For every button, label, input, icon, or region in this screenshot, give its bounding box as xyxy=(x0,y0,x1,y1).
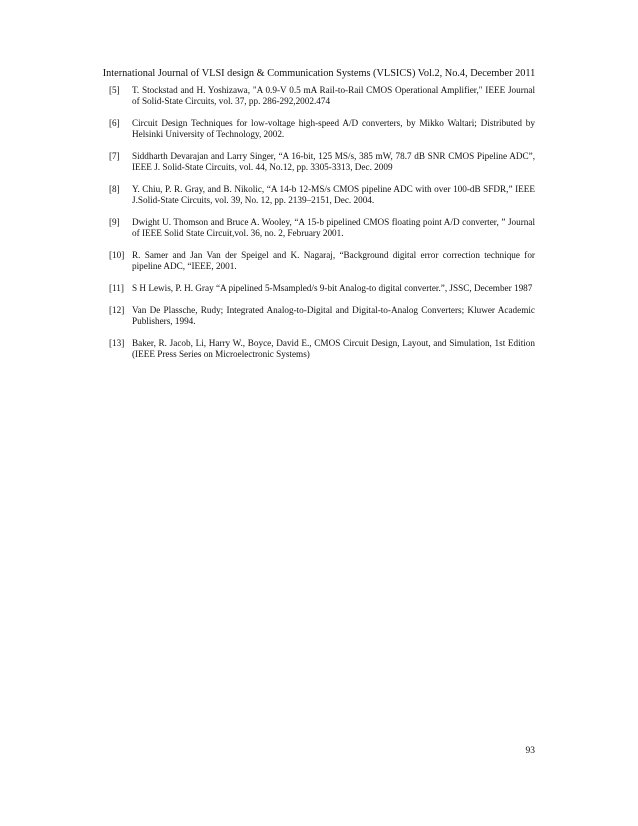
page-number: 93 xyxy=(525,746,535,756)
reference-number: [11] xyxy=(109,283,124,293)
reference-item-13 xyxy=(109,338,535,360)
reference-item-12 xyxy=(109,305,535,327)
reference-item-8 xyxy=(109,184,535,206)
reference-number: [10] xyxy=(109,250,125,260)
reference-item-9 xyxy=(109,217,535,239)
reference-item-5 xyxy=(109,85,535,107)
reference-text: Circuit Design Techniques for low-voltage high-speed A/D converters, by Mikko Waltari; Distributed by Helsinki University of Technology, 2002. xyxy=(132,118,535,140)
reference-number: [7] xyxy=(109,151,120,161)
reference-item-10 xyxy=(109,250,535,272)
reference-number: [6] xyxy=(109,118,120,128)
reference-item-7 xyxy=(109,151,535,173)
reference-text: Van De Plassche, Rudy; Integrated Analog-to-Digital and Digital-to-Analog Converters; Kluwer Academic Publishers, 1994. xyxy=(132,304,535,326)
reference-number: [12] xyxy=(109,304,125,315)
reference-text: S H Lewis, P. H. Gray “A pipelined 5-Msampled/s 9-bit Analog-to digital converter.”, JSSC, December 1987 xyxy=(132,283,533,293)
reference-number: [9] xyxy=(109,217,120,227)
reference-text: R. Samer and Jan Van der Speigel and K. Nagaraj, “Background digital error correction technique for pipeline ADC, “IEEE, 2001. xyxy=(132,250,535,272)
running-header: International Journal of VLSI design & Communication Systems (VLSICS) Vol.2, No.4, December 2011 xyxy=(102,68,536,79)
reference-list xyxy=(109,85,535,371)
reference-text: T. Stockstad and H. Yoshizawa, "A 0.9-V 0.5 mA Rail-to-Rail CMOS Operational Amplifier," IEEE Journal of Solid-State Circuits, vol. 37, pp. 286-292,2002.474 xyxy=(132,85,535,107)
reference-number: [13] xyxy=(109,337,125,348)
reference-number: [5] xyxy=(109,85,120,95)
reference-text: Dwight U. Thomson and Bruce A. Wooley, “A 15-b pipelined CMOS floating point A/D converter, ” Journal of IEEE Solid State Circuit,vol. 36, no. 2, February 2001. xyxy=(132,217,535,239)
reference-item-11 xyxy=(109,283,535,294)
reference-text: Baker, R. Jacob, Li, Harry W., Boyce, David E., CMOS Circuit Design, Layout, and Simulation, 1st Edition (IEEE Press Series on Microelectronic Systems) xyxy=(132,337,535,359)
reference-text: Siddharth Devarajan and Larry Singer, “A 16-bit, 125 MS/s, 385 mW, 78.7 dB SNR CMOS Pipeline ADC”, IEEE J. Solid-State Circuits, vol. 44, No.12, pp. 3305-3313, Dec. 2009 xyxy=(132,151,535,173)
reference-item-6 xyxy=(109,118,535,140)
reference-text: Y. Chiu, P. R. Gray, and B. Nikolic, “A 14-b 12-MS/s CMOS pipeline ADC with over 100-dB SFDR,” IEEE J.Solid-State Circuits, vol. 39, No. 12, pp. 2139–2151, Dec. 2004. xyxy=(132,184,535,206)
reference-number: [8] xyxy=(109,184,120,194)
